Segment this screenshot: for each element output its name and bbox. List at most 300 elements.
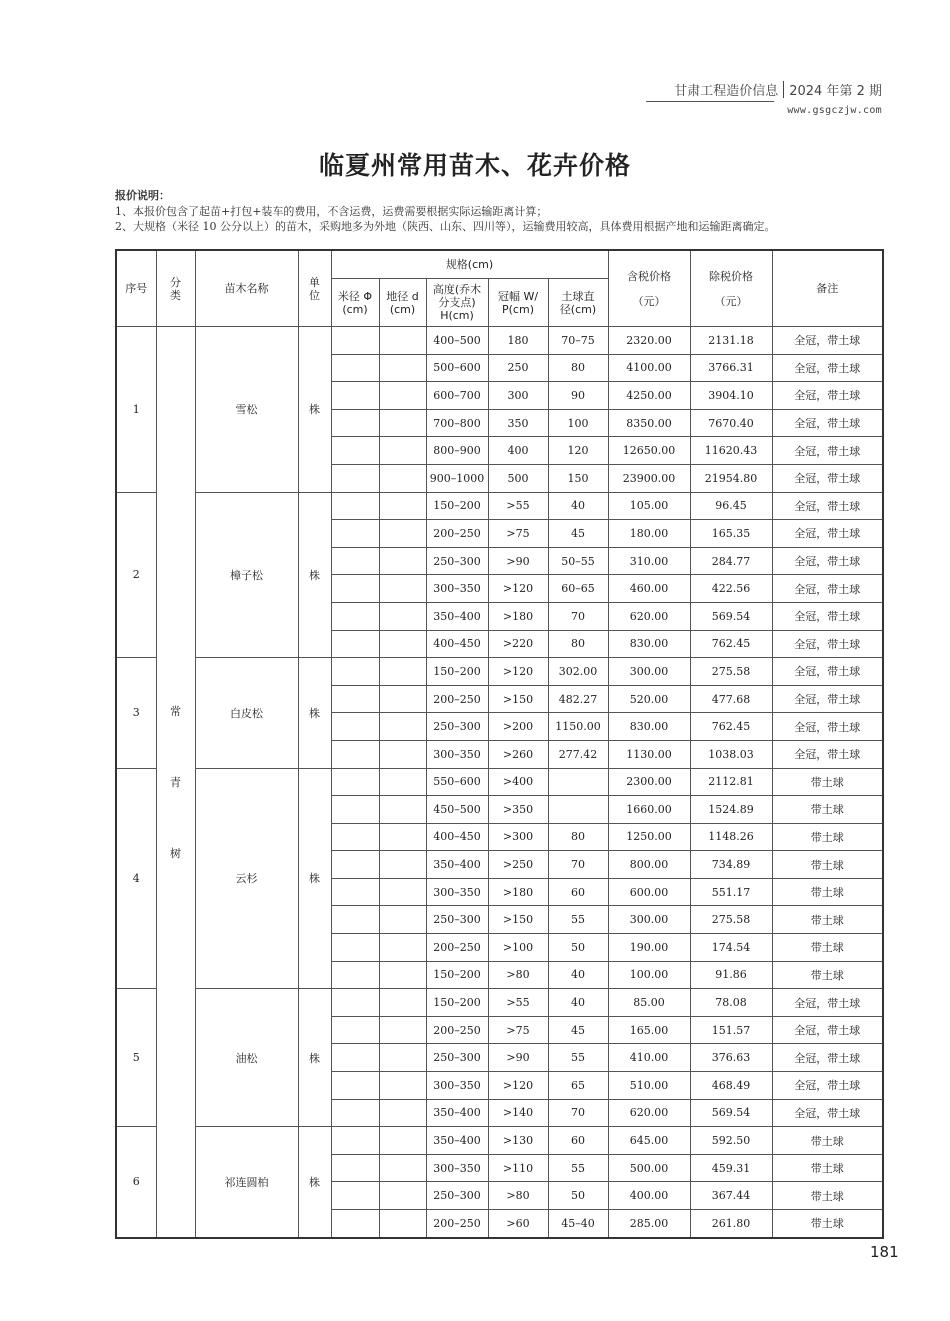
cell-soil-ball: 50–55 xyxy=(548,547,608,575)
cell-ground-diameter xyxy=(379,409,426,437)
cell-remark: 全冠，带土球 xyxy=(772,354,883,382)
cell-height: 200–250 xyxy=(426,1210,488,1238)
cell-ground-diameter xyxy=(379,906,426,934)
cell-price-tax: 645.00 xyxy=(608,1127,690,1155)
cell-soil-ball: 55 xyxy=(548,1044,608,1072)
cell-height: 300–350 xyxy=(426,1154,488,1182)
journal-website: www.gsgczjw.com xyxy=(787,105,882,116)
journal-title-line xyxy=(674,80,882,99)
cell-price-notax: 151.57 xyxy=(690,1016,772,1044)
cell-height: 350–400 xyxy=(426,602,488,630)
cell-price-notax: 3904.10 xyxy=(690,382,772,410)
table-row xyxy=(116,658,883,686)
cell-ground-diameter xyxy=(379,1210,426,1238)
cell-height: 300–350 xyxy=(426,1072,488,1100)
cell-crown-width: >180 xyxy=(488,878,548,906)
cell-ground-diameter xyxy=(379,796,426,824)
cell-height: 250–300 xyxy=(426,1182,488,1210)
cell-meter-diameter xyxy=(331,1099,379,1127)
cell-crown-width: 400 xyxy=(488,437,548,465)
cell-remark: 全冠，带土球 xyxy=(772,520,883,548)
cell-crown-width: >260 xyxy=(488,740,548,768)
cell-unit: 株 xyxy=(298,327,331,493)
cell-price-notax: 2131.18 xyxy=(690,327,772,355)
cell-price-tax: 23900.00 xyxy=(608,464,690,492)
cell-ground-diameter xyxy=(379,520,426,548)
cell-remark: 全冠，带土球 xyxy=(772,630,883,658)
cell-price-tax: 1130.00 xyxy=(608,740,690,768)
cell-price-tax: 4100.00 xyxy=(608,354,690,382)
cell-ground-diameter xyxy=(379,740,426,768)
cell-ground-diameter xyxy=(379,685,426,713)
cell-crown-width: 250 xyxy=(488,354,548,382)
cell-ground-diameter xyxy=(379,934,426,962)
cell-remark: 全冠，带土球 xyxy=(772,575,883,603)
cell-crown-width: >400 xyxy=(488,768,548,796)
cell-height: 150–200 xyxy=(426,492,488,520)
header-meter-diameter: 米径 Φ (cm) xyxy=(331,279,379,327)
cell-seq: 3 xyxy=(116,658,156,768)
cell-crown-width: >120 xyxy=(488,575,548,603)
cell-soil-ball: 50 xyxy=(548,1182,608,1210)
header-separator xyxy=(783,81,784,98)
price-table-body xyxy=(116,327,883,1238)
cell-price-tax: 285.00 xyxy=(608,1210,690,1238)
cell-ground-diameter xyxy=(379,437,426,465)
cell-soil-ball: 70–75 xyxy=(548,327,608,355)
cell-height: 700–800 xyxy=(426,409,488,437)
cell-remark: 全冠，带土球 xyxy=(772,409,883,437)
cell-meter-diameter xyxy=(331,1182,379,1210)
cell-meter-diameter xyxy=(331,1127,379,1155)
cell-meter-diameter xyxy=(331,1072,379,1100)
cell-crown-width: >140 xyxy=(488,1099,548,1127)
cell-meter-diameter xyxy=(331,1154,379,1182)
cell-crown-width: >120 xyxy=(488,1072,548,1100)
cell-price-tax: 300.00 xyxy=(608,658,690,686)
cell-ground-diameter xyxy=(379,1154,426,1182)
cell-plant-name: 油松 xyxy=(195,989,298,1127)
cell-price-tax: 410.00 xyxy=(608,1044,690,1072)
cell-meter-diameter xyxy=(331,464,379,492)
cell-remark: 带土球 xyxy=(772,1154,883,1182)
cell-ground-diameter xyxy=(379,547,426,575)
cell-plant-name: 祁连圆柏 xyxy=(195,1127,298,1238)
cell-price-notax: 1524.89 xyxy=(690,796,772,824)
cell-height: 400–450 xyxy=(426,823,488,851)
cell-soil-ball: 60 xyxy=(548,878,608,906)
header-price-notax-label: 除税价格 xyxy=(709,269,753,283)
cell-price-notax: 376.63 xyxy=(690,1044,772,1072)
cell-remark: 带土球 xyxy=(772,1182,883,1210)
cell-crown-width: >180 xyxy=(488,602,548,630)
cell-height: 900–1000 xyxy=(426,464,488,492)
cell-height: 200–250 xyxy=(426,520,488,548)
cell-price-notax: 459.31 xyxy=(690,1154,772,1182)
cell-soil-ball xyxy=(548,796,608,824)
cell-height: 400–450 xyxy=(426,630,488,658)
cell-soil-ball: 277.42 xyxy=(548,740,608,768)
cell-unit: 株 xyxy=(298,492,331,658)
cell-height: 350–400 xyxy=(426,1099,488,1127)
cell-crown-width: >55 xyxy=(488,492,548,520)
cell-remark: 全冠，带土球 xyxy=(772,989,883,1017)
cell-price-notax: 569.54 xyxy=(690,1099,772,1127)
cell-height: 300–350 xyxy=(426,740,488,768)
cell-crown-width: >90 xyxy=(488,1044,548,1072)
cell-soil-ball: 1150.00 xyxy=(548,713,608,741)
cell-remark: 带土球 xyxy=(772,906,883,934)
cell-soil-ball: 70 xyxy=(548,602,608,630)
page-title: 临夏州常用苗木、花卉价格 xyxy=(318,151,631,180)
header-price-tax-label: 含税价格 xyxy=(627,269,671,283)
cell-remark: 全冠，带土球 xyxy=(772,464,883,492)
cell-crown-width: >110 xyxy=(488,1154,548,1182)
cell-crown-width: >130 xyxy=(488,1127,548,1155)
cell-soil-ball: 100 xyxy=(548,409,608,437)
cell-soil-ball: 120 xyxy=(548,437,608,465)
cell-height: 600–700 xyxy=(426,382,488,410)
cell-price-tax: 620.00 xyxy=(608,602,690,630)
cell-crown-width: >75 xyxy=(488,1016,548,1044)
cell-soil-ball: 65 xyxy=(548,1072,608,1100)
cell-crown-width: 350 xyxy=(488,409,548,437)
notes-heading: 报价说明： xyxy=(115,189,170,202)
note-line-1: 1、本报价包含了起苗+打包+装车的费用，不含运费，运费需要根据实际运输距离计算； xyxy=(115,204,548,218)
cell-meter-diameter xyxy=(331,1210,379,1238)
cell-price-notax: 96.45 xyxy=(690,492,772,520)
cell-price-notax: 174.54 xyxy=(690,934,772,962)
cell-remark: 全冠，带土球 xyxy=(772,1072,883,1100)
cell-soil-ball: 90 xyxy=(548,382,608,410)
cell-meter-diameter xyxy=(331,658,379,686)
header-price-notax-unit: （元） xyxy=(714,294,748,308)
cell-height: 250–300 xyxy=(426,713,488,741)
cell-crown-width: >60 xyxy=(488,1210,548,1238)
cell-price-tax: 300.00 xyxy=(608,906,690,934)
cell-ground-diameter xyxy=(379,575,426,603)
table-row xyxy=(116,989,883,1017)
cell-price-tax: 85.00 xyxy=(608,989,690,1017)
cell-plant-name: 白皮松 xyxy=(195,658,298,768)
cell-remark: 全冠，带土球 xyxy=(772,1044,883,1072)
cell-meter-diameter xyxy=(331,878,379,906)
cell-meter-diameter xyxy=(331,354,379,382)
cell-soil-ball: 70 xyxy=(548,1099,608,1127)
category-char: 青 xyxy=(170,775,181,789)
cell-price-tax: 1660.00 xyxy=(608,796,690,824)
header-price-notax xyxy=(690,250,772,327)
cell-ground-diameter xyxy=(379,878,426,906)
cell-price-tax: 620.00 xyxy=(608,1099,690,1127)
cell-remark: 全冠，带土球 xyxy=(772,382,883,410)
cell-remark: 全冠，带土球 xyxy=(772,492,883,520)
cell-crown-width: 500 xyxy=(488,464,548,492)
cell-soil-ball: 60–65 xyxy=(548,575,608,603)
cell-soil-ball: 50 xyxy=(548,934,608,962)
cell-price-tax: 8350.00 xyxy=(608,409,690,437)
cell-remark: 全冠，带土球 xyxy=(772,437,883,465)
cell-height: 150–200 xyxy=(426,658,488,686)
cell-crown-width: >150 xyxy=(488,906,548,934)
cell-crown-width: >55 xyxy=(488,989,548,1017)
cell-plant-name: 云杉 xyxy=(195,768,298,989)
cell-category xyxy=(156,327,195,1238)
cell-soil-ball: 45–40 xyxy=(548,1210,608,1238)
cell-price-notax: 468.49 xyxy=(690,1072,772,1100)
cell-meter-diameter xyxy=(331,327,379,355)
cell-remark: 带土球 xyxy=(772,851,883,879)
cell-seq: 2 xyxy=(116,492,156,658)
cell-soil-ball: 150 xyxy=(548,464,608,492)
cell-price-notax: 21954.80 xyxy=(690,464,772,492)
price-notes xyxy=(115,188,775,235)
cell-price-notax: 11620.43 xyxy=(690,437,772,465)
cell-price-notax: 284.77 xyxy=(690,547,772,575)
cell-soil-ball: 40 xyxy=(548,989,608,1017)
cell-price-tax: 520.00 xyxy=(608,685,690,713)
cell-remark: 全冠，带土球 xyxy=(772,713,883,741)
cell-height: 300–350 xyxy=(426,575,488,603)
cell-remark: 带土球 xyxy=(772,768,883,796)
cell-soil-ball: 482.27 xyxy=(548,685,608,713)
cell-price-notax: 2112.81 xyxy=(690,768,772,796)
cell-soil-ball: 70 xyxy=(548,851,608,879)
cell-price-tax: 500.00 xyxy=(608,1154,690,1182)
cell-height: 800–900 xyxy=(426,437,488,465)
cell-price-tax: 100.00 xyxy=(608,961,690,989)
cell-soil-ball: 80 xyxy=(548,823,608,851)
cell-ground-diameter xyxy=(379,1072,426,1100)
header-spec-group: 规格(cm) xyxy=(331,250,608,279)
note-line-2: 2、大规格（米径 10 公分以上）的苗木，采购地多为外地（陕西、山东、四川等），运输费用较高，具体费用根据产地和运输距离确定。 xyxy=(115,220,776,233)
cell-meter-diameter xyxy=(331,906,379,934)
cell-remark: 全冠，带土球 xyxy=(772,547,883,575)
cell-price-notax: 78.08 xyxy=(690,989,772,1017)
cell-seq: 4 xyxy=(116,768,156,989)
cell-plant-name: 雪松 xyxy=(195,327,298,493)
cell-meter-diameter xyxy=(331,796,379,824)
cell-price-notax: 762.45 xyxy=(690,713,772,741)
cell-soil-ball xyxy=(548,768,608,796)
cell-seq: 5 xyxy=(116,989,156,1127)
cell-price-notax: 422.56 xyxy=(690,575,772,603)
cell-price-notax: 91.86 xyxy=(690,961,772,989)
cell-ground-diameter xyxy=(379,851,426,879)
cell-height: 450–500 xyxy=(426,796,488,824)
cell-price-tax: 400.00 xyxy=(608,1182,690,1210)
table-row xyxy=(116,492,883,520)
journal-header xyxy=(600,76,882,126)
cell-meter-diameter xyxy=(331,713,379,741)
table-row xyxy=(116,1127,883,1155)
cell-meter-diameter xyxy=(331,1044,379,1072)
journal-name: 甘肃工程造价信息 xyxy=(674,84,779,99)
cell-price-tax: 165.00 xyxy=(608,1016,690,1044)
cell-soil-ball: 45 xyxy=(548,520,608,548)
cell-remark: 全冠，带土球 xyxy=(772,685,883,713)
cell-price-tax: 310.00 xyxy=(608,547,690,575)
cell-meter-diameter xyxy=(331,630,379,658)
header-remark: 备注 xyxy=(772,250,883,327)
header-seq: 序号 xyxy=(116,250,156,327)
cell-crown-width: >80 xyxy=(488,1182,548,1210)
cell-meter-diameter xyxy=(331,520,379,548)
cell-height: 250–300 xyxy=(426,906,488,934)
header-soil-ball: 土球直径(cm) xyxy=(548,279,608,327)
cell-ground-diameter xyxy=(379,1016,426,1044)
cell-meter-diameter xyxy=(331,575,379,603)
cell-ground-diameter xyxy=(379,961,426,989)
cell-height: 350–400 xyxy=(426,851,488,879)
cell-ground-diameter xyxy=(379,602,426,630)
cell-meter-diameter xyxy=(331,961,379,989)
cell-ground-diameter xyxy=(379,327,426,355)
header-crown: 冠幅 W/ P(cm) xyxy=(488,279,548,327)
cell-soil-ball: 45 xyxy=(548,1016,608,1044)
cell-price-notax: 734.89 xyxy=(690,851,772,879)
header-unit: 单位 xyxy=(298,250,331,327)
cell-price-tax: 830.00 xyxy=(608,630,690,658)
cell-price-notax: 165.35 xyxy=(690,520,772,548)
cell-crown-width: >220 xyxy=(488,630,548,658)
cell-crown-width: >75 xyxy=(488,520,548,548)
cell-price-tax: 2320.00 xyxy=(608,327,690,355)
cell-meter-diameter xyxy=(331,492,379,520)
cell-seq: 6 xyxy=(116,1127,156,1238)
header-price-tax xyxy=(608,250,690,327)
cell-price-tax: 4250.00 xyxy=(608,382,690,410)
cell-ground-diameter xyxy=(379,382,426,410)
cell-ground-diameter xyxy=(379,989,426,1017)
cell-meter-diameter xyxy=(331,989,379,1017)
cell-remark: 全冠，带土球 xyxy=(772,1016,883,1044)
cell-remark: 带土球 xyxy=(772,1210,883,1238)
cell-meter-diameter xyxy=(331,823,379,851)
cell-height: 300–350 xyxy=(426,878,488,906)
cell-price-tax: 190.00 xyxy=(608,934,690,962)
cell-ground-diameter xyxy=(379,658,426,686)
cell-price-tax: 12650.00 xyxy=(608,437,690,465)
cell-price-notax: 3766.31 xyxy=(690,354,772,382)
cell-price-notax: 367.44 xyxy=(690,1182,772,1210)
header-ground-diameter: 地径 d (cm) xyxy=(379,279,426,327)
cell-price-tax: 800.00 xyxy=(608,851,690,879)
cell-meter-diameter xyxy=(331,740,379,768)
cell-crown-width: >120 xyxy=(488,658,548,686)
category-char: 常 xyxy=(170,704,181,718)
cell-seq: 1 xyxy=(116,327,156,493)
cell-price-notax: 1148.26 xyxy=(690,823,772,851)
cell-price-notax: 1038.03 xyxy=(690,740,772,768)
cell-meter-diameter xyxy=(331,547,379,575)
cell-price-notax: 261.80 xyxy=(690,1210,772,1238)
cell-price-notax: 592.50 xyxy=(690,1127,772,1155)
cell-unit: 株 xyxy=(298,989,331,1127)
cell-crown-width: >250 xyxy=(488,851,548,879)
cell-ground-diameter xyxy=(379,713,426,741)
cell-ground-diameter xyxy=(379,1127,426,1155)
page-number: 181 xyxy=(870,1243,899,1261)
cell-price-tax: 460.00 xyxy=(608,575,690,603)
cell-price-notax: 762.45 xyxy=(690,630,772,658)
cell-price-notax: 477.68 xyxy=(690,685,772,713)
category-char: 树 xyxy=(170,846,181,860)
cell-height: 550–600 xyxy=(426,768,488,796)
cell-remark: 全冠，带土球 xyxy=(772,740,883,768)
cell-price-tax: 830.00 xyxy=(608,713,690,741)
header-category: 分类 xyxy=(156,250,195,327)
cell-soil-ball: 60 xyxy=(548,1127,608,1155)
cell-price-tax: 1250.00 xyxy=(608,823,690,851)
cell-crown-width: >80 xyxy=(488,961,548,989)
cell-remark: 带土球 xyxy=(772,878,883,906)
cell-crown-width: >100 xyxy=(488,934,548,962)
cell-price-tax: 510.00 xyxy=(608,1072,690,1100)
cell-crown-width: >300 xyxy=(488,823,548,851)
cell-height: 150–200 xyxy=(426,961,488,989)
cell-height: 500–600 xyxy=(426,354,488,382)
cell-ground-diameter xyxy=(379,354,426,382)
cell-remark: 带土球 xyxy=(772,1127,883,1155)
cell-crown-width: 180 xyxy=(488,327,548,355)
cell-remark: 带土球 xyxy=(772,823,883,851)
journal-issue: 2024 年第 2 期 xyxy=(789,84,882,99)
cell-ground-diameter xyxy=(379,1044,426,1072)
cell-height: 250–300 xyxy=(426,1044,488,1072)
cell-meter-diameter xyxy=(331,851,379,879)
cell-meter-diameter xyxy=(331,437,379,465)
cell-height: 250–300 xyxy=(426,547,488,575)
cell-remark: 全冠，带土球 xyxy=(772,602,883,630)
cell-remark: 全冠，带土球 xyxy=(772,1099,883,1127)
cell-ground-diameter xyxy=(379,464,426,492)
cell-price-tax: 105.00 xyxy=(608,492,690,520)
cell-remark: 带土球 xyxy=(772,961,883,989)
cell-price-notax: 275.58 xyxy=(690,658,772,686)
cell-meter-diameter xyxy=(331,409,379,437)
price-table xyxy=(115,249,884,1239)
cell-crown-width: 300 xyxy=(488,382,548,410)
cell-meter-diameter xyxy=(331,1016,379,1044)
cell-soil-ball: 55 xyxy=(548,906,608,934)
cell-meter-diameter xyxy=(331,934,379,962)
cell-ground-diameter xyxy=(379,492,426,520)
cell-ground-diameter xyxy=(379,1099,426,1127)
cell-crown-width: >150 xyxy=(488,685,548,713)
header-rule xyxy=(646,101,774,102)
cell-unit: 株 xyxy=(298,658,331,768)
header-height: 高度(乔木分支点) H(cm) xyxy=(426,279,488,327)
cell-soil-ball: 55 xyxy=(548,1154,608,1182)
cell-crown-width: >350 xyxy=(488,796,548,824)
cell-remark: 带土球 xyxy=(772,796,883,824)
cell-price-notax: 551.17 xyxy=(690,878,772,906)
cell-height: 200–250 xyxy=(426,934,488,962)
cell-remark: 全冠，带土球 xyxy=(772,327,883,355)
header-name: 苗木名称 xyxy=(195,250,298,327)
cell-ground-diameter xyxy=(379,823,426,851)
table-row xyxy=(116,327,883,355)
cell-remark: 带土球 xyxy=(772,934,883,962)
cell-soil-ball: 302.00 xyxy=(548,658,608,686)
cell-unit: 株 xyxy=(298,1127,331,1238)
cell-meter-diameter xyxy=(331,685,379,713)
cell-height: 350–400 xyxy=(426,1127,488,1155)
cell-soil-ball: 80 xyxy=(548,630,608,658)
cell-remark: 全冠，带土球 xyxy=(772,658,883,686)
cell-price-tax: 2300.00 xyxy=(608,768,690,796)
